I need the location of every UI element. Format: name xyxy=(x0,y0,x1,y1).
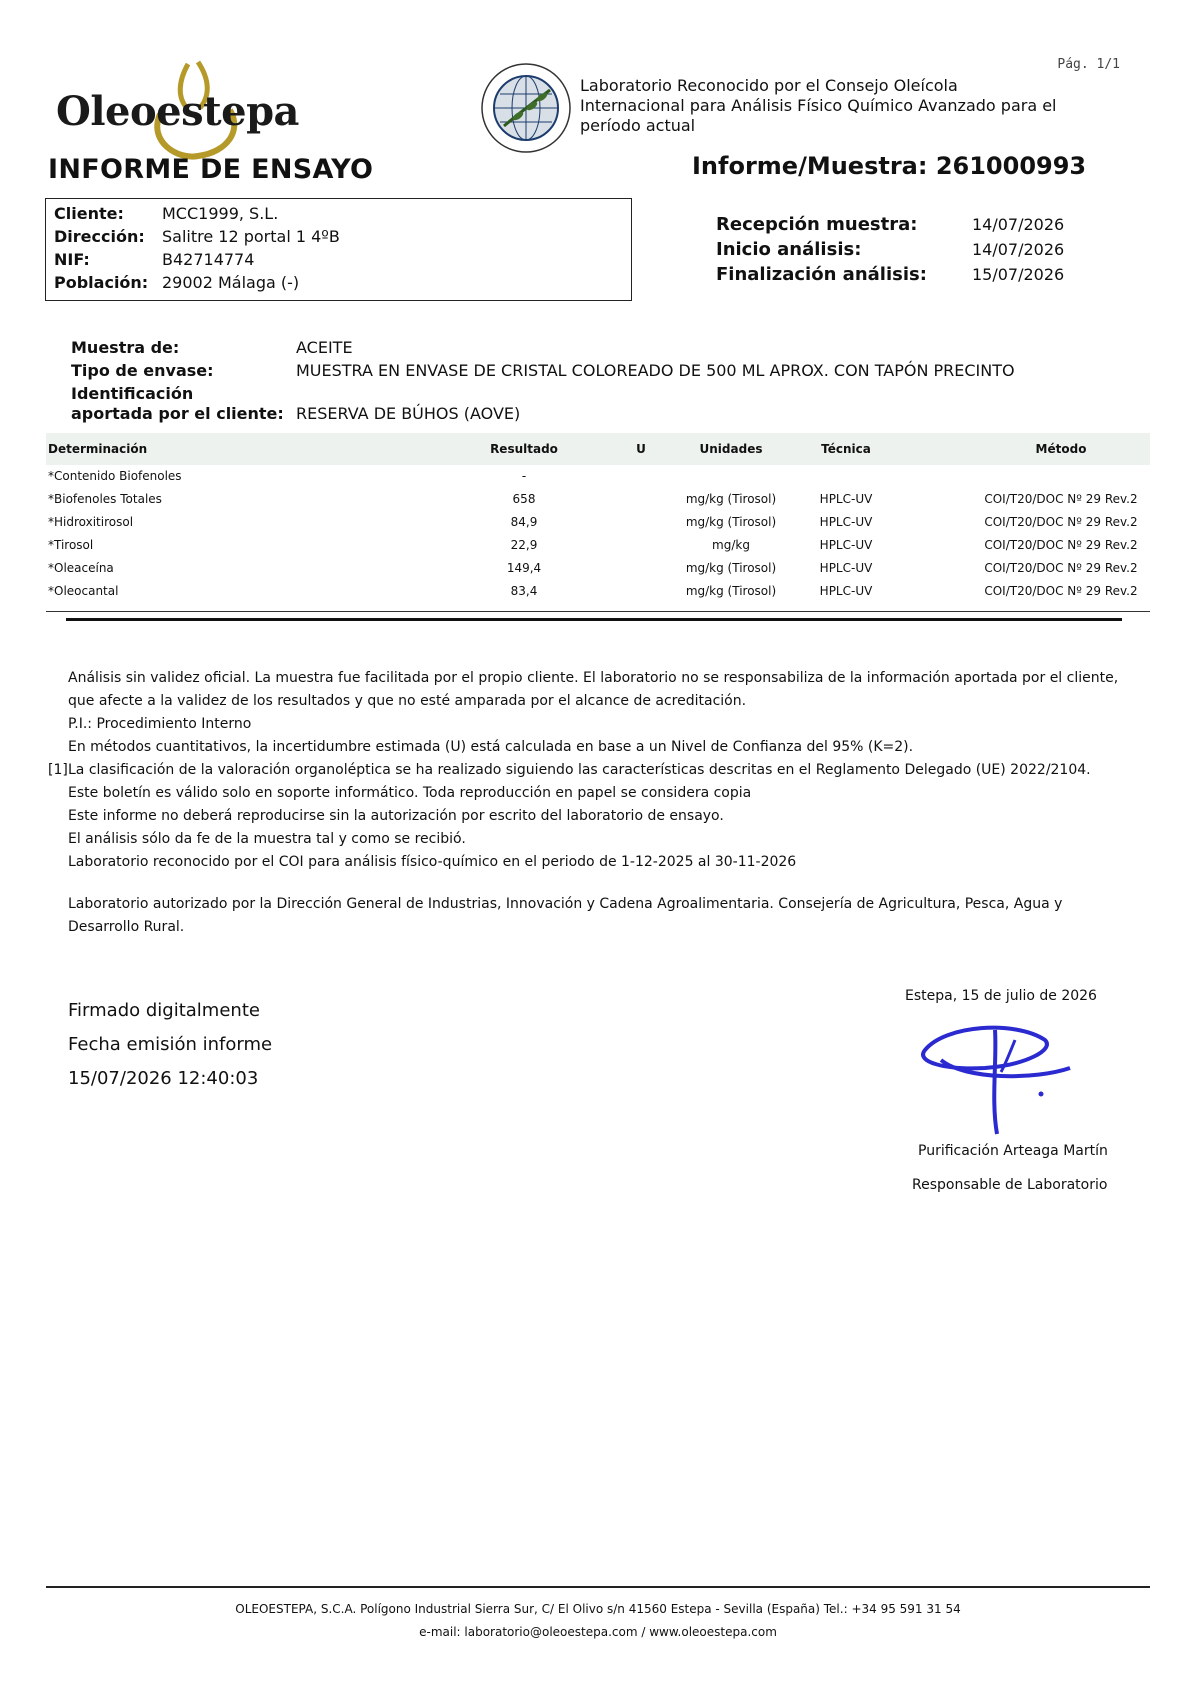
sample-type-label: Muestra de: xyxy=(71,338,180,357)
cell-technique: HPLC-UV xyxy=(819,492,873,506)
cell-method: COI/T20/DOC Nº 29 Rev.2 xyxy=(984,492,1138,506)
logo-wordmark: Oleoestepa xyxy=(56,88,299,135)
reception-value: 14/07/2026 xyxy=(972,215,1065,234)
reception-label: Recepción muestra: xyxy=(716,214,918,235)
container-row xyxy=(71,361,214,381)
cell-determination: *Hidroxitirosol xyxy=(48,515,134,529)
cell-method: COI/T20/DOC Nº 29 Rev.2 xyxy=(984,515,1138,529)
table-bottom-rule xyxy=(46,611,1150,612)
notes-section xyxy=(48,667,1128,874)
digital-signature-block xyxy=(68,994,272,1096)
cell-determination: *Oleocantal xyxy=(48,584,119,598)
header-method: Método xyxy=(1035,442,1087,456)
lab-recognition-text: Laboratorio Reconocido por el Consejo Oleícola Internacional para Análisis Físico Químico Avanzado para el período actual xyxy=(580,76,1057,135)
id-label-line2: aportada por el cliente: xyxy=(71,404,284,423)
cell-method: COI/T20/DOC Nº 29 Rev.2 xyxy=(984,561,1138,575)
table-row xyxy=(46,534,1150,557)
authorization-text: Laboratorio autorizado por la Dirección General de Industrias, Innovación y Cadena Agroalimentaria. Consejería de Agricultura, Pesca, Agua y Desarrollo Rural. xyxy=(68,896,1063,935)
cell-determination: *Contenido Biofenoles xyxy=(48,469,182,483)
note-digital-support: Este boletín es válido solo en soporte informático. Toda reproducción en papel se considera copia xyxy=(68,785,752,801)
issue-date-label: Fecha emisión informe xyxy=(68,1034,273,1055)
note-uncertainty: En métodos cuantitativos, la incertidumbre estimada (U) está calculada en base a un Nivel de Confianza del 95% (K=2). xyxy=(68,739,914,755)
table-row xyxy=(46,511,1150,534)
id-row xyxy=(71,384,284,424)
end-value: 15/07/2026 xyxy=(972,265,1065,284)
results-table xyxy=(46,433,1150,603)
coi-seal-icon xyxy=(478,60,574,156)
page-number: Pág. 1/1 xyxy=(1057,57,1120,72)
table-row xyxy=(46,557,1150,580)
sample-type-row xyxy=(71,338,179,358)
note-organoleptic xyxy=(48,759,1128,782)
id-label-line1: Identificación xyxy=(71,384,194,403)
signed-digitally: Firmado digitalmente xyxy=(68,1000,260,1021)
client-info-box xyxy=(45,198,632,301)
cell-determination: *Biofenoles Totales xyxy=(48,492,162,506)
cell-result: 22,9 xyxy=(510,538,538,552)
container-value: MUESTRA EN ENVASE DE CRISTAL COLOREADO DE 500 ML APROX. CON TAPÓN PRECINTO xyxy=(296,361,1015,380)
cell-technique: HPLC-UV xyxy=(819,561,873,575)
table-row xyxy=(46,488,1150,511)
address-label: Dirección: xyxy=(54,227,145,246)
end-label: Finalización análisis: xyxy=(716,264,927,285)
client-value: MCC1999, S.L. xyxy=(162,204,279,223)
handwritten-signature-icon xyxy=(905,1010,1085,1140)
table-header xyxy=(46,433,1150,465)
note-coi-recognition: Laboratorio reconocido por el COI para análisis físico-químico en el periodo de 1-12-2025 al 30-11-2026 xyxy=(68,854,797,870)
cell-technique: HPLC-UV xyxy=(819,584,873,598)
client-label: Cliente: xyxy=(54,204,124,223)
note-reproduction: Este informe no deberá reproducirse sin la autorización por escrito del laboratorio de ensayo. xyxy=(68,808,724,824)
signer-name: Purificación Arteaga Martín xyxy=(918,1143,1108,1159)
cell-result: 658 xyxy=(512,492,536,506)
cell-determination: *Oleaceína xyxy=(48,561,114,575)
cell-result: 84,9 xyxy=(510,515,538,529)
cell-units: mg/kg (Tirosol) xyxy=(685,492,777,506)
city-value: 29002 Málaga (-) xyxy=(162,273,300,292)
cell-result: 149,4 xyxy=(506,561,542,575)
cell-units: mg/kg (Tirosol) xyxy=(685,515,777,529)
cell-technique: HPLC-UV xyxy=(819,515,873,529)
note-validity: Análisis sin validez oficial. La muestra fue facilitada por el propio cliente. El laboratorio no se responsabiliza de la información aportada por el cliente, que afecte a la validez de los resultados y que no esté amparada por el alcance de acreditación. xyxy=(68,670,1119,709)
signer-role: Responsable de Laboratorio xyxy=(912,1177,1108,1193)
cell-determination: *Tirosol xyxy=(48,538,94,552)
header-result: Resultado xyxy=(490,442,558,456)
issue-datetime: 15/07/2026 12:40:03 xyxy=(68,1068,259,1089)
cell-units: mg/kg xyxy=(712,538,750,552)
report-number xyxy=(692,152,1086,180)
address-value: Salitre 12 portal 1 4ºB xyxy=(162,227,340,246)
header-technique: Técnica xyxy=(821,442,871,456)
sample-type-value: ACEITE xyxy=(296,338,353,357)
header-units: Unidades xyxy=(699,442,763,456)
cell-method: COI/T20/DOC Nº 29 Rev.2 xyxy=(984,584,1138,598)
note-reference: [1] xyxy=(48,762,68,778)
header-uncertainty: U xyxy=(636,442,646,456)
nif-label: NIF: xyxy=(54,250,90,269)
header-determination: Determinación xyxy=(48,442,148,456)
container-label: Tipo de envase: xyxy=(71,361,214,380)
id-value: RESERVA DE BÚHOS (AOVE) xyxy=(296,404,521,423)
footer-address: OLEOESTEPA, S.C.A. Polígono Industrial Sierra Sur, C/ El Olivo s/n 41560 Estepa - Sevilla (España) Tel.: +34 95 591 31 54 xyxy=(235,1602,961,1616)
report-title: INFORME DE ENSAYO xyxy=(48,154,374,185)
table-row xyxy=(46,580,1150,603)
note-internal-procedure: P.I.: Procedimiento Interno xyxy=(68,716,252,732)
place-date: Estepa, 15 de julio de 2026 xyxy=(905,988,1097,1004)
note-sample-as-received: El análisis sólo da fe de la muestra tal y como se recibió. xyxy=(68,831,466,847)
note-organoleptic-text: La clasificación de la valoración organoléptica se ha realizado siguiendo las características descritas en el Reglamento Delegado (UE) 2022/2104. xyxy=(68,762,1091,778)
report-number-label: Informe/Muestra: xyxy=(692,152,928,180)
cell-units: mg/kg (Tirosol) xyxy=(685,561,777,575)
start-label: Inicio análisis: xyxy=(716,239,862,260)
table-row xyxy=(46,465,1150,488)
cell-result: - xyxy=(521,469,527,483)
footer-rule xyxy=(46,1586,1150,1588)
table-bottom-rule-thick xyxy=(66,618,1122,621)
footer-contact: e-mail: laboratorio@oleoestepa.com / www.oleoestepa.com xyxy=(419,1625,777,1639)
report-number-value: 261000993 xyxy=(935,152,1087,180)
footer xyxy=(46,1598,1150,1644)
start-value: 14/07/2026 xyxy=(972,240,1065,259)
nif-value: B42714774 xyxy=(162,250,255,269)
cell-units: mg/kg (Tirosol) xyxy=(685,584,777,598)
city-label: Población: xyxy=(54,273,149,292)
cell-method: COI/T20/DOC Nº 29 Rev.2 xyxy=(984,538,1138,552)
cell-technique: HPLC-UV xyxy=(819,538,873,552)
cell-result: 83,4 xyxy=(510,584,538,598)
